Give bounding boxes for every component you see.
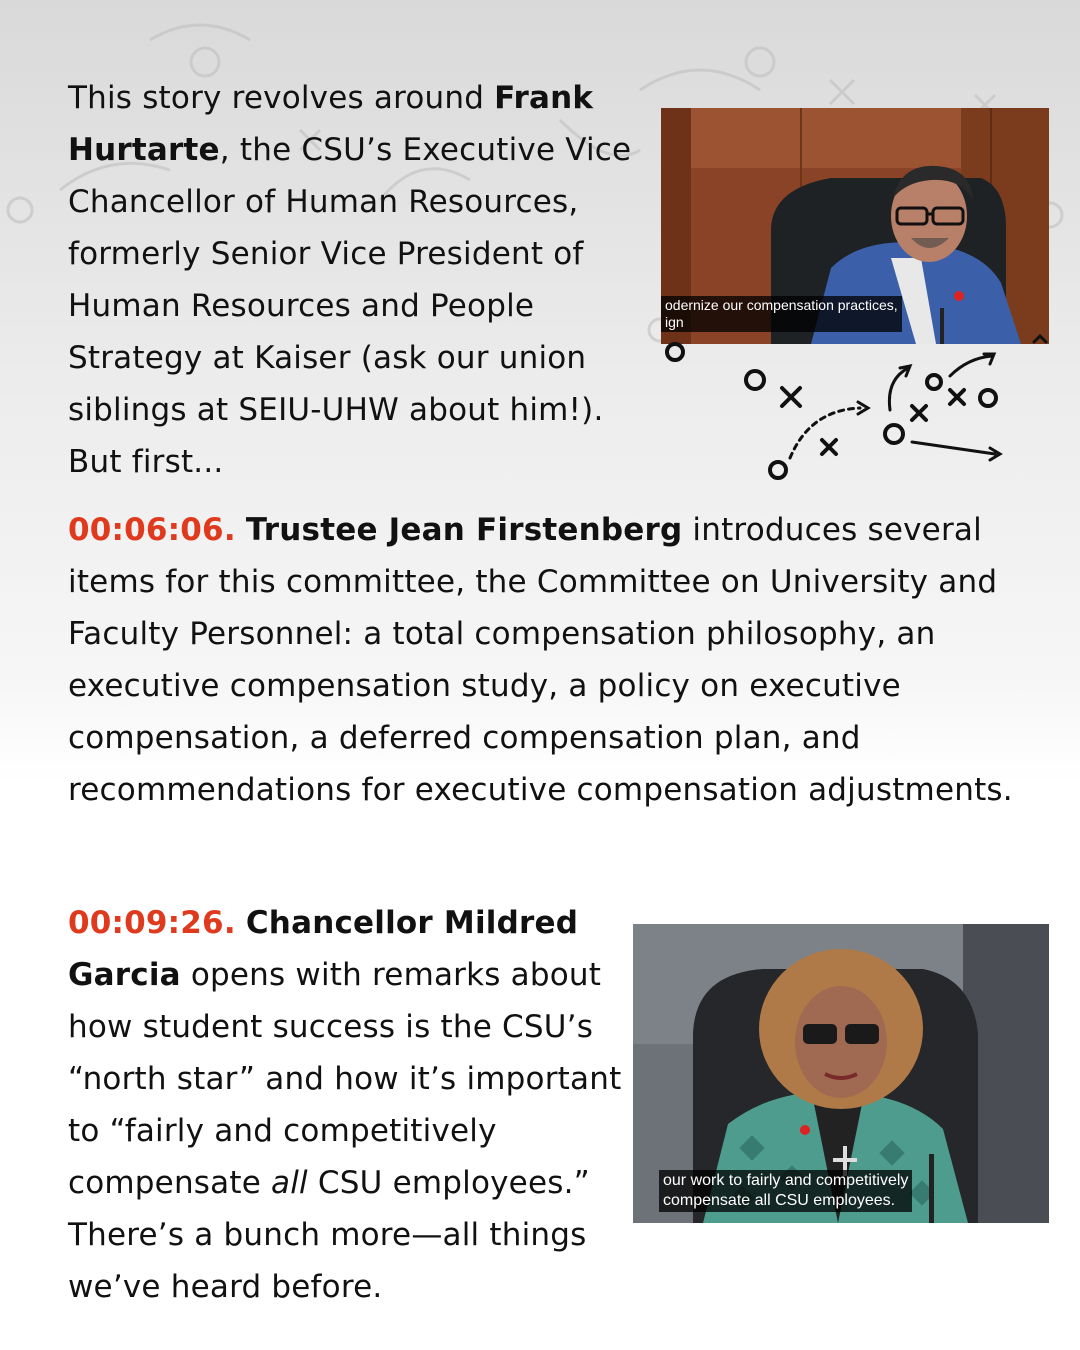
cross-marker-icon — [912, 406, 926, 420]
paragraph-text-end: CSU employees.” There’s a bunch more—all things we’ve heard before. — [68, 1165, 590, 1305]
person-name-mildred-garcia: Chancellor Mildred Garcia — [68, 905, 579, 993]
circle-marker-icon — [927, 375, 941, 389]
person-name-jean-firstenberg: Trustee Jean Firstenberg — [245, 512, 683, 548]
circle-marker-icon — [746, 371, 764, 389]
garcia-paragraph — [68, 897, 628, 1313]
cross-marker-icon — [822, 440, 836, 454]
video-caption: our work to fairly and competitively compensate all CSU employees. — [659, 1170, 912, 1212]
cross-marker-icon — [950, 390, 964, 404]
intro-text-end: , the CSU’s Executive Vice Chancellor of Human Resources, formerly Senior Vice President of Human Resources and People Strategy at Kaiser (ask our union siblings at SEIU-UHW about him!). But first... — [68, 132, 632, 480]
video-still-mildred-garcia — [633, 924, 1049, 1223]
intro-text-start: This story revolves around — [68, 80, 495, 116]
circle-marker-icon — [667, 344, 683, 360]
paragraph-text: introduces several items for this committee, the Committee on University and Faculty Personnel: a total compensation philosophy, an executive compensation study, a policy on executive compensation, a deferred compensation plan, and recommendations for executive compensation adjustments. — [68, 512, 1013, 808]
emphasis-text: all — [271, 1165, 308, 1201]
intro-paragraph — [68, 72, 648, 488]
paragraph-text-start: opens with remarks about how student success is the CSU’s “north star” and how it’s important to “fairly and competitively compensate — [68, 957, 622, 1201]
circle-marker-icon — [885, 425, 903, 443]
circle-marker-icon — [980, 390, 996, 406]
firstenberg-paragraph — [68, 504, 1028, 816]
person-name-frank-hurtarte: Frank Hurtarte — [68, 80, 594, 168]
circle-marker-icon — [770, 462, 786, 478]
arrow-icon — [984, 354, 994, 364]
video-caption: odernize our compensation practices, ign — [661, 296, 902, 332]
timestamp: 00:06:06. — [68, 512, 236, 548]
play-diagram-icon — [650, 330, 1060, 490]
cross-marker-icon — [782, 388, 800, 406]
arrow-icon — [1034, 336, 1046, 342]
video-still-frank-hurtarte — [661, 108, 1049, 344]
timestamp: 00:09:26. — [68, 905, 236, 941]
